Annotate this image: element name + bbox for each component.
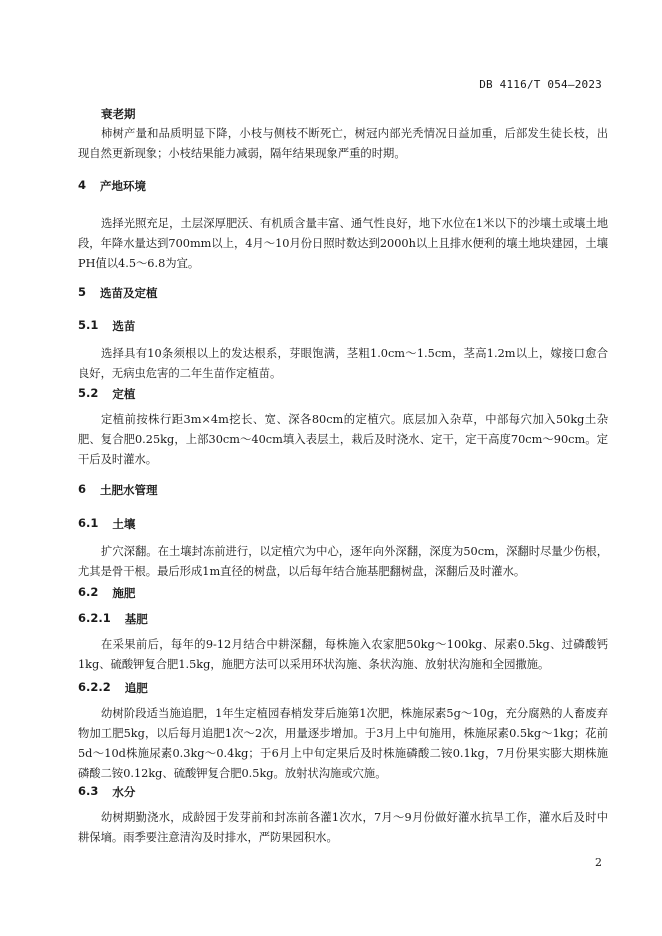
section-5-2-title: 定植	[112, 387, 136, 401]
section-6-2-1	[78, 611, 608, 675]
section-6-2-2	[78, 680, 608, 784]
section-5-1-body: 选择具有10条须根以上的发达根系，芽眼饱满，茎粗1.0cm～1.5cm，茎高1.2m以上，嫁接口愈合良好，无病虫危害的二年生苗作定植苗。	[78, 347, 608, 380]
section-6-2-2-title: 追肥	[124, 681, 148, 695]
section-6-2-1-title: 基肥	[124, 612, 148, 626]
section-6-2-1-number: 6.2.1	[78, 611, 111, 625]
section-6-1-title: 土壤	[112, 517, 136, 531]
section-5-1-number: 5.1	[78, 318, 99, 332]
section-5-2	[78, 386, 608, 470]
section-6-1-body: 扩穴深翻。在土壤封冻前进行，以定植穴为中心，逐年向外深翻，深度为50cm，深翻时尽量少伤根，尤其是骨干根。最后形成1m直径的树盘，以后每年结合施基肥翻树盘，深翻后及时灌水。	[78, 545, 608, 578]
section-6-1	[78, 516, 608, 582]
decline-stage-title: 衰老期	[101, 107, 136, 121]
section-5-title: 选苗及定植	[100, 286, 158, 300]
section-6-number: 6	[78, 482, 87, 496]
section-6-2-1-body: 在采果前后，每年的9-12月结合中耕深翻，每株施入农家肥50kg～100kg、尿素0.5kg、过磷酸钙1kg、硫酸钾复合肥1.5kg，施肥方法可以采用环状沟施、条状沟施、放射状沟施和全园撒施。	[78, 638, 608, 671]
section-5-2-body: 定植前按株行距3m×4m挖长、宽、深各80cm的定植穴。底层加入杂草，中部每穴加入50kg土杂肥、复合肥0.25kg，上部30cm～40cm填入表层土，栽后及时浇水、定干，定干高度70cm～90cm。定干后及时灌水。	[78, 413, 608, 466]
section-5-1-title: 选苗	[112, 319, 136, 333]
section-4-title: 产地环境	[100, 179, 147, 193]
decline-stage-block	[78, 106, 608, 164]
section-5	[78, 285, 608, 301]
section-6-2	[78, 585, 608, 601]
decline-stage-body: 柿树产量和品质明显下降，小枝与侧枝不断死亡，树冠内部光秃情况日益加重，后部发生徒长枝，出现自然更新现象；小枝结果能力减弱，隔年结果现象严重的时期。	[78, 127, 608, 160]
section-4	[78, 178, 608, 274]
section-4-body: 选择光照充足，土层深厚肥沃、有机质含量丰富、通气性良好，地下水位在1米以下的沙壤土或壤土地段，年降水量达到700mm以上，4月～10月份日照时数达到2000h以上且排水便利的壤土地块建园，土壤PH值以4.5～6.8为宜。	[78, 217, 608, 270]
section-5-number: 5	[78, 285, 87, 299]
section-5-2-number: 5.2	[78, 386, 99, 400]
section-6-3-body: 幼树期勤浇水，成龄园于发芽前和封冻前各灌1次水，7月～9月份做好灌水抗旱工作，灌水后及时中耕保墒。雨季要注意清沟及时排水，严防果园积水。	[78, 811, 608, 844]
document-code: DB 4116/T 054—2023	[479, 78, 602, 91]
section-6-1-number: 6.1	[78, 516, 99, 530]
section-6-3-title: 水分	[112, 785, 136, 799]
section-6-title: 土肥水管理	[100, 483, 158, 497]
section-4-number: 4	[78, 178, 87, 192]
section-6	[78, 482, 608, 498]
page-number: 2	[595, 856, 602, 869]
section-6-2-2-number: 6.2.2	[78, 680, 111, 694]
section-6-3	[78, 784, 608, 848]
section-6-2-title: 施肥	[112, 586, 136, 600]
section-6-3-number: 6.3	[78, 784, 99, 798]
section-6-2-2-body: 幼树阶段适当施追肥，1年生定植园春梢发芽后施第1次肥，株施尿素5g～10g，充分腐熟的人畜废弃物加工肥5kg，以后每月追肥1次～2次，用量逐步增加。于3月上中旬施用，株施尿素0.5kg～1kg；花前5d～10d株施尿素0.3kg～0.4kg；于6月上中旬定果后及时株施磷酸二铵0.1kg，7月份果实膨大期株施磷酸二铵0.12kg、硫酸钾复合肥0.5kg。放射状沟施或穴施。	[78, 707, 608, 780]
section-6-2-number: 6.2	[78, 585, 99, 599]
section-5-1	[78, 318, 608, 384]
